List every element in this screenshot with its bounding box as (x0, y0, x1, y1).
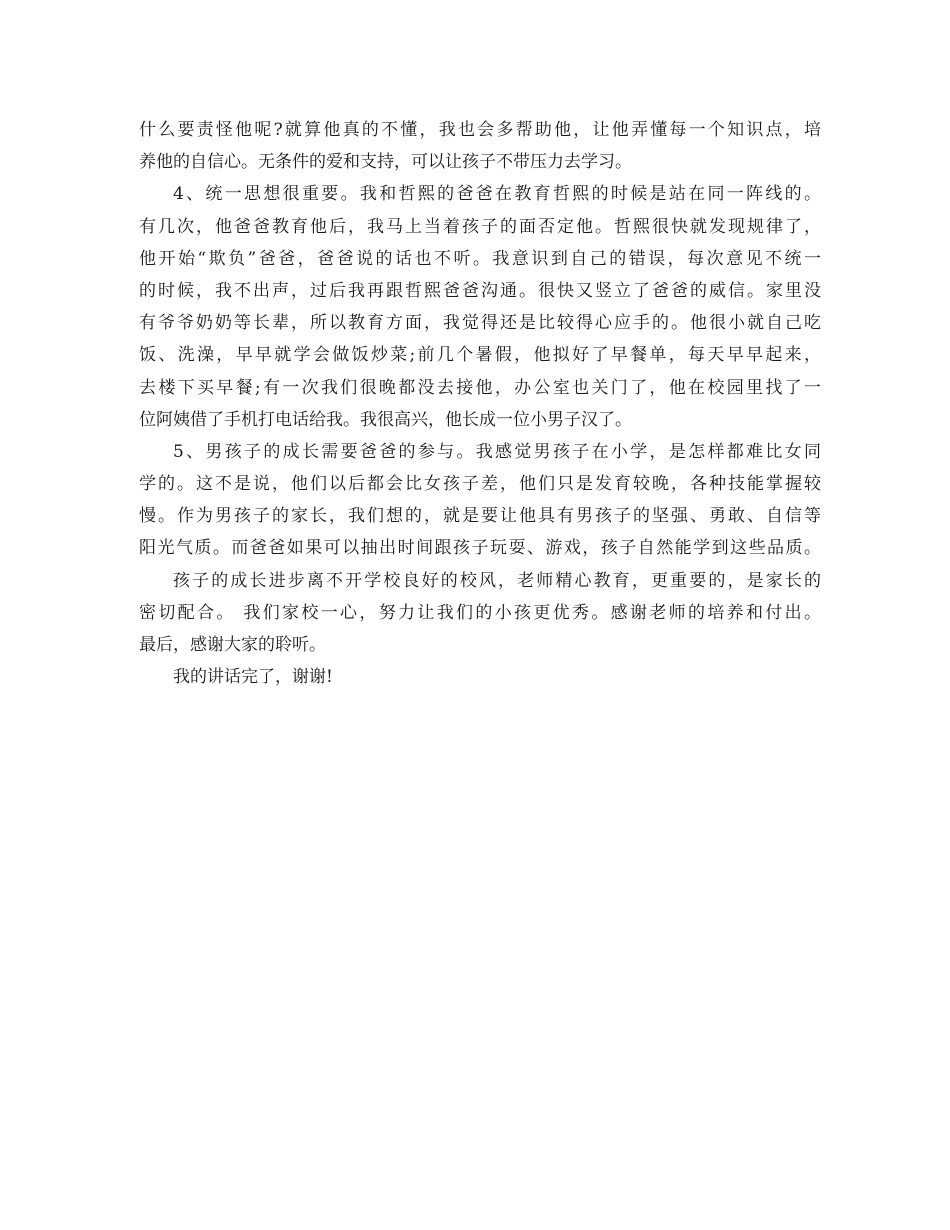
text-line: 去楼下买早餐;有一次我们很晚都没去接他，办公室也关门了，他在校园里找了一 (139, 377, 821, 398)
text-line: 位阿姨借了手机打电话给我。我很高兴，他长成一位小男子汉了。 (139, 409, 632, 430)
text-line: 阳光气质。而爸爸如果可以抽出时间跟孩子玩耍、游戏，孩子自然能学到这些品质。 (139, 538, 821, 559)
text-line: 的时候，我不出声，过后我再跟哲熙爸爸沟通。很快又竖立了爸爸的威信。家里没 (139, 280, 821, 301)
text-line: 5、男孩子的成长需要爸爸的参与。我感觉男孩子在小学，是怎样都难比女同 (173, 441, 821, 462)
text-line: 有几次，他爸爸教育他后，我马上当着孩子的面否定他。哲熙很快就发现规律了， (139, 216, 821, 237)
text-line: 4、统一思想很重要。我和哲熙的爸爸在教育哲熙的时候是站在同一阵线的。 (173, 184, 821, 205)
text-line: 学的。这不是说，他们以后都会比女孩子差，他们只是发育较晚，各种技能掌握较 (139, 474, 821, 495)
text-line: 有爷爷奶奶等长辈，所以教育方面，我觉得还是比较得心应手的。他很小就自己吃 (139, 313, 821, 334)
text-line: 密切配合。 我们家校一心，努力让我们的小孩更优秀。感谢老师的培养和付出。 (139, 602, 821, 623)
text-line: 什么要责怪他呢?就算他真的不懂，我也会多帮助他，让他弄懂每一个知识点，培 (139, 120, 821, 140)
text-line: 饭、洗澡，早早就学会做饭炒菜;前几个暑假，他拟好了早餐单，每天早早起来， (139, 345, 821, 366)
text-line: 养他的自信心。无条件的爱和支持，可以让孩子不带压力去学习。 (139, 152, 632, 173)
text-line: 他开始“欺负”爸爸，爸爸说的话也不听。我意识到自己的错误，每次意见不统一 (139, 248, 821, 269)
text-line: 孩子的成长进步离不开学校良好的校风，老师精心教育，更重要的，是家长的 (173, 570, 821, 591)
text-line: 我的讲话完了，谢谢! (173, 667, 333, 688)
document-body (139, 114, 821, 693)
text-line: 最后，感谢大家的聆听。 (139, 635, 326, 655)
text-line: 慢。作为男孩子的家长，我们想的，就是要让他具有男孩子的坚强、勇敢、自信等 (139, 506, 821, 527)
